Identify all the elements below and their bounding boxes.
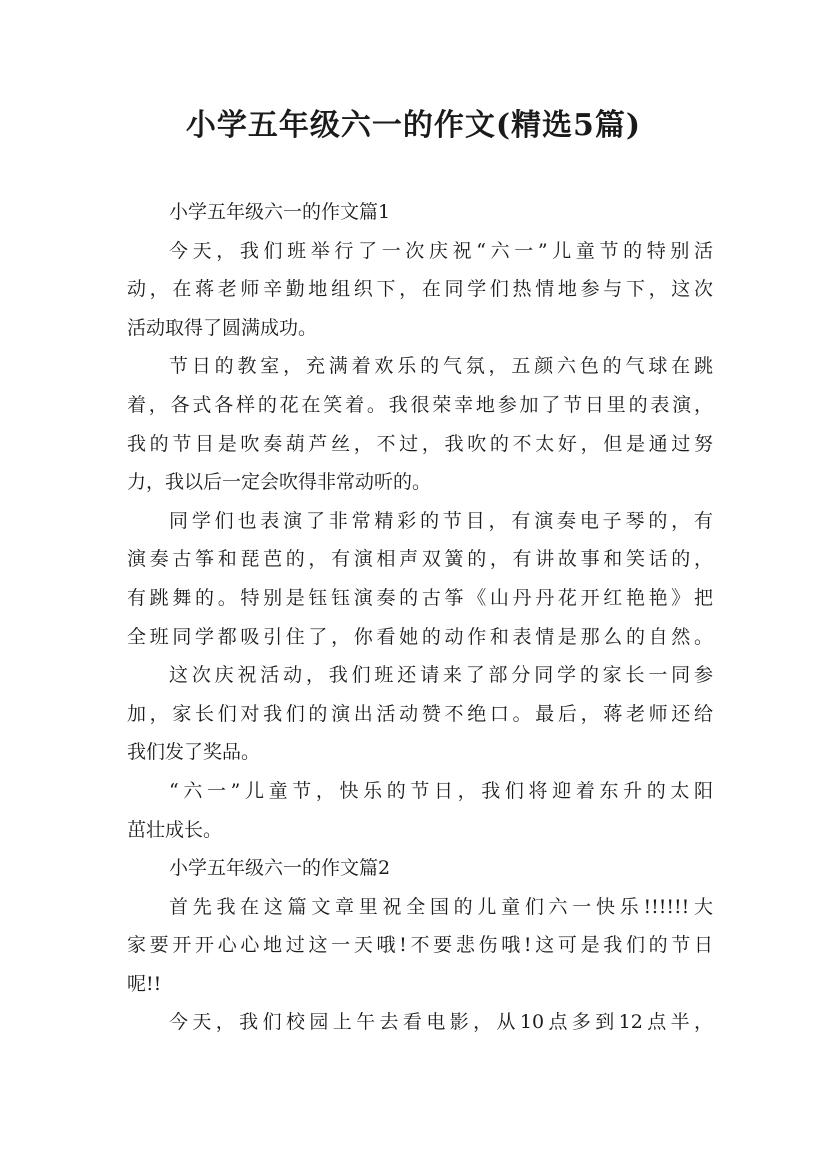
text-line: 首先我在这篇文章里祝全国的儿童们六一快乐!!!!!!大 [169, 895, 713, 918]
text-line: 这次庆祝活动，我们班还请来了部分同学的家长一同参 [169, 664, 713, 687]
text-line: 有跳舞的。特别是钰钰演奏的古筝《山丹丹花开红艳艳》把 [127, 586, 713, 609]
text-line: 我的节目是吹奏葫芦丝，不过，我吹的不太好，但是通过努 [127, 432, 713, 455]
text-line: 加，家长们对我们的演出活动赞不绝口。最后，蒋老师还给 [127, 702, 713, 725]
text-line: 着，各式各样的花在笑着。我很荣幸地参加了节日里的表演， [127, 393, 713, 416]
document-title: 小学五年级六一的作文(精选5篇) [185, 108, 642, 143]
text-line: 呢!! [127, 972, 162, 995]
text-line: 同学们也表演了非常精彩的节目，有演奏电子琴的，有 [169, 509, 713, 532]
document-body [127, 193, 713, 1042]
text-line: 动，在蒋老师辛勤地组织下，在同学们热情地参与下，这次 [127, 278, 713, 301]
text-line: 演奏古筝和琵芭的，有演相声双簧的，有讲故事和笑话的， [127, 548, 713, 571]
text-line: “六一”儿童节，快乐的节日，我们将迎着东升的太阳 [169, 779, 713, 802]
text-line: 全班同学都吸引住了，你看她的动作和表情是那么的自然。 [127, 625, 713, 648]
text-line: 我们发了奖品。 [127, 741, 261, 764]
text-line: 小学五年级六一的作文篇2 [169, 857, 391, 880]
text-line: 今天，我们校园上午去看电影，从10点多到12点半， [169, 1011, 713, 1034]
text-line: 节日的教室，充满着欢乐的气氛，五颜六色的气球在跳 [169, 355, 713, 378]
text-line: 茁壮成长。 [127, 818, 223, 841]
text-line: 家要开开心心地过这一天哦!不要悲伤哦!这可是我们的节日 [127, 934, 713, 957]
text-line: 力，我以后一定会吹得非常动听的。 [127, 471, 432, 494]
text-line: 今天，我们班举行了一次庆祝“六一”儿童节的特别活 [169, 239, 713, 262]
text-line: 活动取得了圆满成功。 [127, 316, 318, 339]
text-line: 小学五年级六一的作文篇1 [169, 201, 391, 223]
